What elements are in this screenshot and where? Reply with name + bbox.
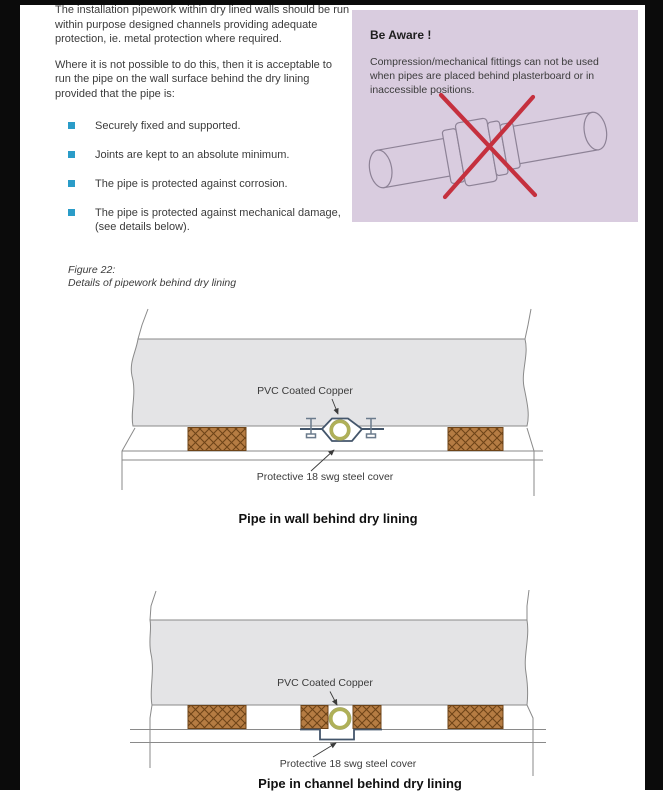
be-aware-body-text: Compression/mechanical fittings can not be used when pipes are placed behind plasterboard or in inaccessible positions. bbox=[370, 56, 599, 96]
steel-cover-channel bbox=[300, 730, 382, 740]
figure-title: Details of pipework behind dry lining bbox=[68, 277, 237, 289]
square-bullet-icon bbox=[68, 180, 75, 187]
be-aware-callout-box bbox=[352, 10, 638, 222]
timber-batten-right bbox=[448, 706, 503, 729]
diagram-pipe-in-wall bbox=[110, 303, 560, 535]
list-item-text: The pipe is protected against corrosion. bbox=[95, 177, 288, 190]
timber-batten-left bbox=[188, 706, 246, 729]
square-bullet-icon bbox=[68, 151, 75, 158]
diagram-pipe-in-channel bbox=[110, 588, 560, 795]
plasterboard-band bbox=[150, 620, 528, 705]
list-item-text: Joints are kept to an absolute minimum. bbox=[95, 148, 290, 161]
figure-number: Figure 22: bbox=[68, 264, 116, 276]
break-line-bottom-left bbox=[122, 428, 135, 490]
cover-label-arrow bbox=[313, 743, 336, 757]
compression-fitting-illustration bbox=[352, 92, 638, 222]
pipe-label: PVC Coated Copper bbox=[257, 385, 353, 397]
timber-batten-mid-right bbox=[353, 706, 381, 729]
plasterboard-band bbox=[131, 339, 528, 426]
diagram1-caption: Pipe in wall behind dry lining bbox=[238, 511, 418, 526]
list-item bbox=[55, 148, 350, 163]
list-item bbox=[55, 206, 350, 235]
timber-batten-mid-left bbox=[301, 706, 328, 729]
break-line-top-right bbox=[525, 309, 531, 339]
break-line-bottom-left bbox=[150, 705, 152, 768]
cover-label: Protective 18 swg steel cover bbox=[279, 758, 417, 770]
square-bullet-icon bbox=[68, 209, 75, 216]
diagram2-caption: Pipe in channel behind dry lining bbox=[258, 776, 462, 791]
intro-paragraph-1: The installation pipework within dry lined walls should be run within purpose designed channels providing adequate protection, ie. metal protection where required. bbox=[55, 4, 350, 46]
list-item bbox=[55, 119, 350, 134]
square-bullet-icon bbox=[68, 122, 75, 129]
cover-label: Protective 18 swg steel cover bbox=[256, 471, 394, 483]
list-item-text: Securely fixed and supported. bbox=[95, 119, 241, 132]
pipe-label: PVC Coated Copper bbox=[277, 677, 373, 689]
figure-caption bbox=[68, 264, 236, 290]
break-line-bottom-right bbox=[527, 705, 533, 776]
break-line-bottom-right bbox=[527, 428, 534, 496]
break-line-top-right bbox=[527, 590, 529, 620]
page-border-left bbox=[0, 0, 20, 790]
break-line-top-left bbox=[138, 309, 148, 339]
be-aware-title: Be Aware ! bbox=[370, 28, 432, 42]
timber-batten-right bbox=[448, 428, 503, 451]
intro-text-column bbox=[55, 3, 350, 250]
timber-batten-left bbox=[188, 428, 246, 451]
list-item-text: The pipe is protected against mechanical damage, (see details below). bbox=[95, 206, 341, 234]
intro-paragraph-2: Where it is not possible to do this, then it is acceptable to run the pipe on the wall surface behind the dry lining provided that the pipe is: bbox=[55, 58, 332, 100]
requirements-list bbox=[55, 119, 350, 235]
list-item bbox=[55, 177, 350, 192]
page-border-right bbox=[645, 0, 663, 790]
break-line-top-left bbox=[150, 591, 156, 620]
